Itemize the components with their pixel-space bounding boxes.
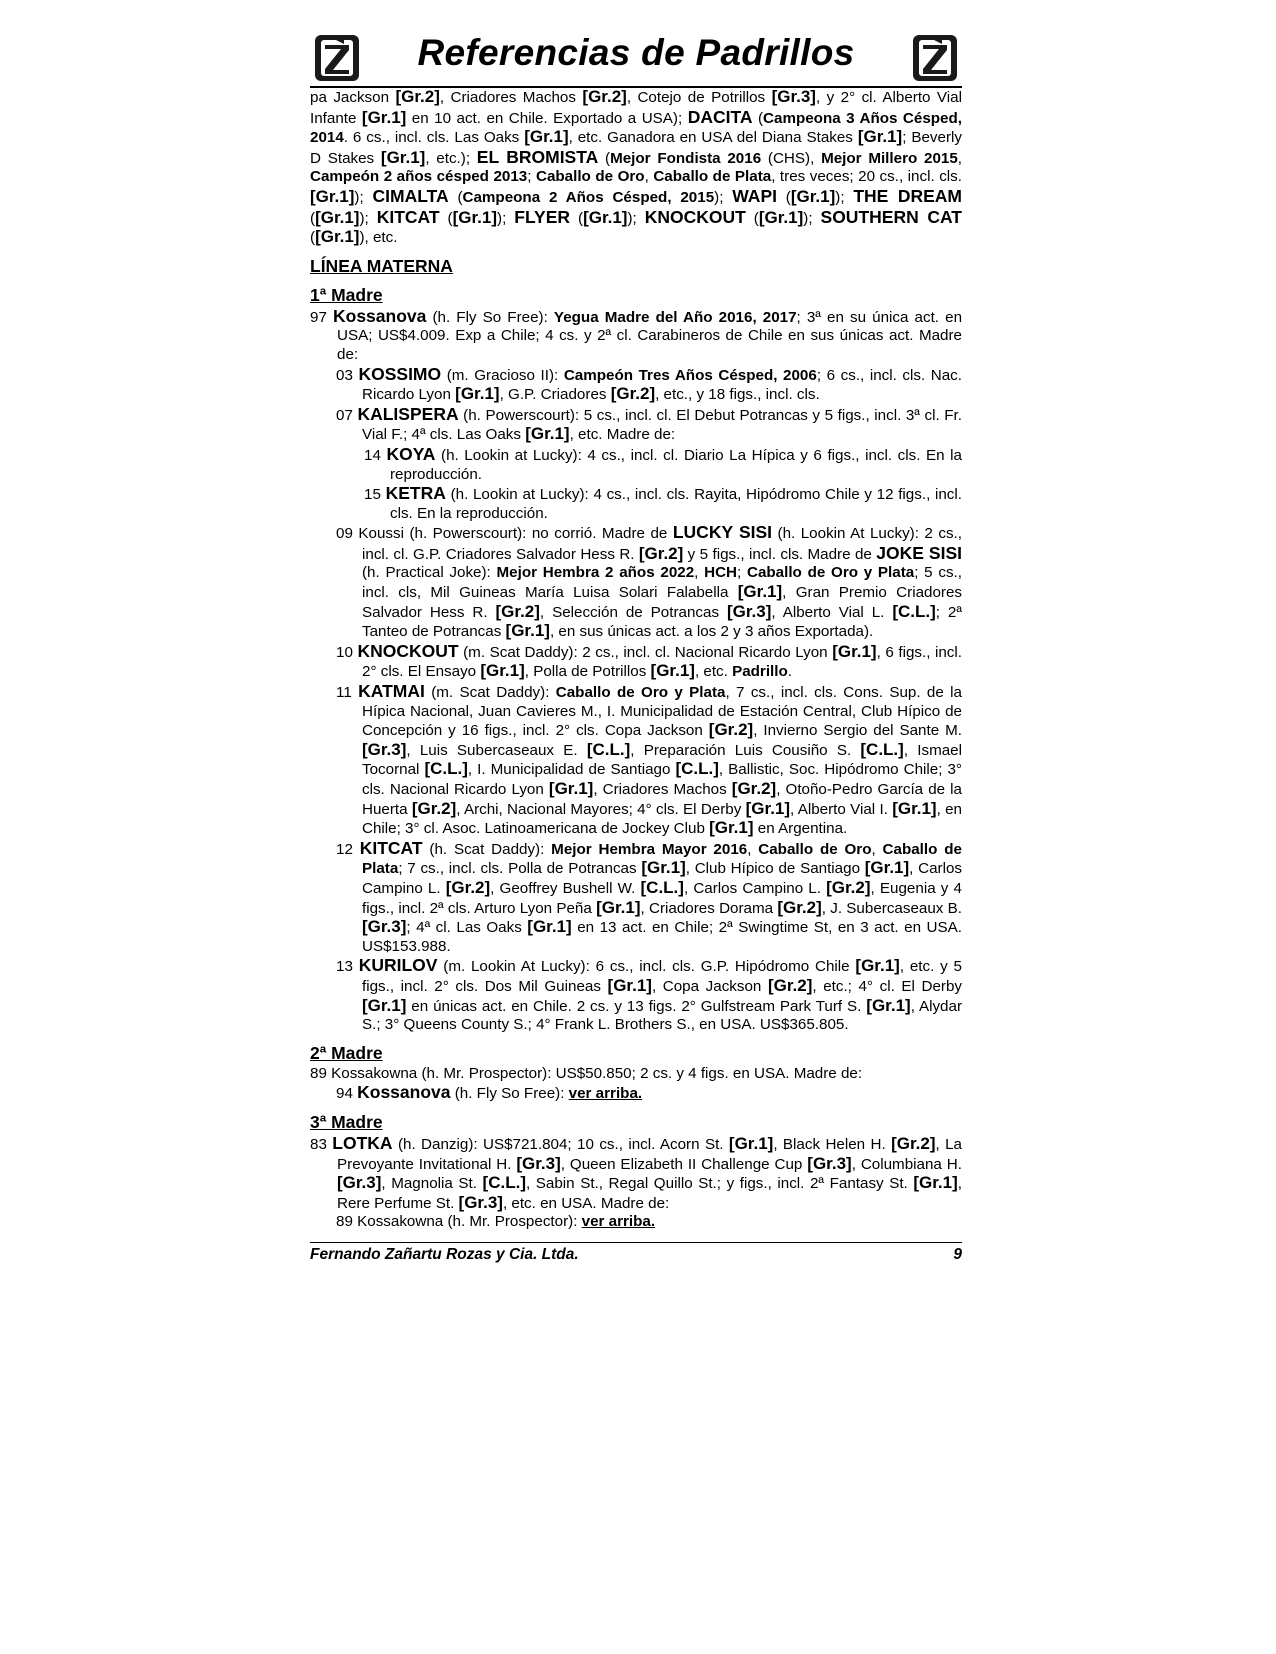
entry-katmai: 11 KATMAI (m. Scat Daddy): Caballo de Oro y Plata, 7 cs., incl. cls. Cons. Sup. de la Hípica Nacional, Juan Cavieres M., I. Municipalidad de Estación Central, Club Hípico de Concepción y 16 figs., incl. 2° cls. Copa Jackson [Gr.2], Invierno Sergio del Sante M. [Gr.3], Luis Subercaseaux E. [C.L.], Preparación Luis Cousiño S. [C.L.], Ismael Tocornal [C.L.], I. Municipalidad de Santiago [C.L.], Ballistic, Soc. Hipódromo Chile; 3° cls. Nacional Ricardo Lyon [Gr.1], Criadores Machos [Gr.2], Otoño-Pedro García de la Huerta [Gr.2], Archi, Nacional Mayores; 4° cls. El Derby [Gr.1], Alberto Vial I. [Gr.1], en Chile; 3° cl. Asoc. Latinoamericana de Jockey Club [Gr.1] en Argentina. — [336, 681, 963, 838]
zr-logo-icon — [912, 34, 958, 82]
intro-paragraph: pa Jackson [Gr.2], Criadores Machos [Gr.2], Cotejo de Potrillos [Gr.3], y 2° cl. Alberto Vial Infante [Gr.1] en 10 act. en Chile. Exportado a USA); DACITA (Campeona 3 Años Césped, 2014. 6 cs., incl. cls. Las Oaks [Gr.1], etc. Ganadora en USA del Diana Stakes [Gr.1]; Beverly D Stakes [Gr.1], etc.); EL BROMISTA (Mejor Fondista 2016 (CHS), Mejor Millero 2015, Campeón 2 años césped 2013; Caballo de Oro, Caballo de Plata, tres veces; 20 cs., incl. cls. [Gr.1]); CIMALTA (Campeona 2 Años Césped, 2015); WAPI ([Gr.1]); THE DREAM ([Gr.1]); KITCAT ([Gr.1]); FLYER ([Gr.1]); KNOCKOUT ([Gr.1]); SOUTHERN CAT ([Gr.1]), etc. — [310, 87, 963, 247]
section-heading-madre-3: 3ª Madre — [310, 1111, 383, 1132]
section-heading-linea-materna: LÍNEA MATERNA — [310, 255, 453, 276]
page-title: Referencias de Padrillos — [417, 32, 855, 73]
entry-kossakowna: 89 Kossakowna (h. Mr. Prospector): US$50.850; 2 cs. y 4 figs. en USA. Madre de: — [310, 1064, 863, 1082]
footer-company: Fernando Zañartu Rozas y Cia. Ltda. — [310, 1245, 579, 1263]
document-page — [310, 30, 962, 1264]
entry-kurilov: 13 KURILOV (m. Lookin At Lucky): 6 cs., incl. cls. G.P. Hipódromo Chile [Gr.1], etc. y 5 figs., incl. 2° cls. Dos Mil Guineas [Gr.1], Copa Jackson [Gr.2], etc.; 4° cl. El Derby [Gr.1] en únicas act. en Chile. 2 cs. y 13 figs. 2° Gulfstream Park Turf S. [Gr.1], Alydar S.; 3° Queens County S.; 4° Frank L. Brothers S., en USA. US$365.805. — [336, 955, 963, 1034]
entry-koussi: 09 Koussi (h. Powerscourt): no corrió. Madre de LUCKY SISI (h. Lookin At Lucky): 2 cs., incl. cl. G.P. Criadores Salvador Hess R. [Gr.2] y 5 figs., incl. cls. Madre de JOKE SISI (h. Practical Joke): Mejor Hembra 2 años 2022, HCH; Caballo de Oro y Plata; 5 cs., incl. cls, Mil Guineas María Luisa Solari Falabella [Gr.1], Gran Premio Criadores Salvador Hess R. [Gr.2], Selección de Potrancas [Gr.3], Alberto Vial L. [C.L.]; 2ª Tanteo de Potrancas [Gr.1], en sus únicas act. a los 2 y 3 años Exportada). — [336, 522, 963, 641]
entry-kitcat: 12 KITCAT (h. Scat Daddy): Mejor Hembra Mayor 2016, Caballo de Oro, Caballo de Plata; 7 cs., incl. cls. Polla de Potrancas [Gr.1], Club Hípico de Santiago [Gr.1], Carlos Campino L. [Gr.2], Geoffrey Bushell W. [C.L.], Carlos Campino L. [Gr.2], Eugenia y 4 figs., incl. 2ª cls. Arturo Lyon Peña [Gr.1], Criadores Dorama [Gr.2], J. Subercaseaux B. [Gr.3]; 4ª cl. Las Oaks [Gr.1] en 13 act. en Chile; 2ª Swingtime St, en 3 act. en USA. US$153.988. — [336, 837, 963, 955]
page-header — [310, 30, 962, 88]
entry-lotka: 83 LOTKA (h. Danzig): US$721.804; 10 cs., incl. Acorn St. [Gr.1], Black Helen H. [Gr.2], La Prevoyante Invitational H. [Gr.3], Queen Elizabeth II Challenge Cup [Gr.3], Columbiana H. [Gr.3], Magnolia St. [C.L.], Sabin St., Regal Quillo St.; y figs., incl. 2ª Fantasy St. [Gr.1], Rere Perfume St. [Gr.3], etc. en USA. Madre de: — [310, 1132, 962, 1212]
entry-knockout: 10 KNOCKOUT (m. Scat Daddy): 2 cs., incl. cl. Nacional Ricardo Lyon [Gr.1], 6 figs., incl. 2° cls. El Ensayo [Gr.1], Polla de Potrillos [Gr.1], etc. Padrillo. — [336, 640, 962, 681]
entry-kossimo: 03 KOSSIMO (m. Gracioso II): Campeón Tres Años Césped, 2006; 6 cs., incl. cls. Nac. Ricardo Lyon [Gr.1], G.P. Criadores [Gr.2], etc., y 18 figs., incl. cls. — [336, 363, 962, 404]
entry-kossakowna-ref: 89 Kossakowna (h. Mr. Prospector): ver arriba. — [336, 1213, 656, 1231]
ver-arriba-link[interactable]: ver arriba. — [581, 1213, 656, 1231]
entry-kalispera: 07 KALISPERA (h. Powerscourt): 5 cs., incl. cl. El Debut Potrancas y 5 figs., incl. 3ª cl. Fr. Vial F.; 4ª cls. Las Oaks [Gr.1], etc. Madre de: — [336, 403, 962, 444]
page-number: 9 — [953, 1245, 962, 1263]
section-heading-madre-1: 1ª Madre — [310, 284, 383, 305]
entry-kossanova: 97 Kossanova (h. Fly So Free): Yegua Madre del Año 2016, 2017; 3ª en su única act. en USA; US$4.009. Exp a Chile; 4 cs. y 2ª cl. Carabineros de Chile en sus únicas act. Madre de: — [310, 305, 963, 363]
document-body — [310, 88, 962, 1232]
page-footer — [310, 1242, 962, 1264]
entry-kossanova-ref: 94 Kossanova (h. Fly So Free): ver arriba. — [336, 1082, 643, 1103]
entry-koya: 14 KOYA (h. Lookin at Lucky): 4 cs., incl. cl. Diario La Hípica y 6 figs., incl. cls. En la reproducción. — [364, 443, 962, 483]
entry-ketra: 15 KETRA (h. Lookin at Lucky): 4 cs., incl. cls. Rayita, Hipódromo Chile y 12 figs., incl. cls. En la reproducción. — [364, 483, 962, 522]
section-heading-madre-2: 2ª Madre — [310, 1042, 383, 1063]
ver-arriba-link[interactable]: ver arriba. — [568, 1085, 643, 1103]
